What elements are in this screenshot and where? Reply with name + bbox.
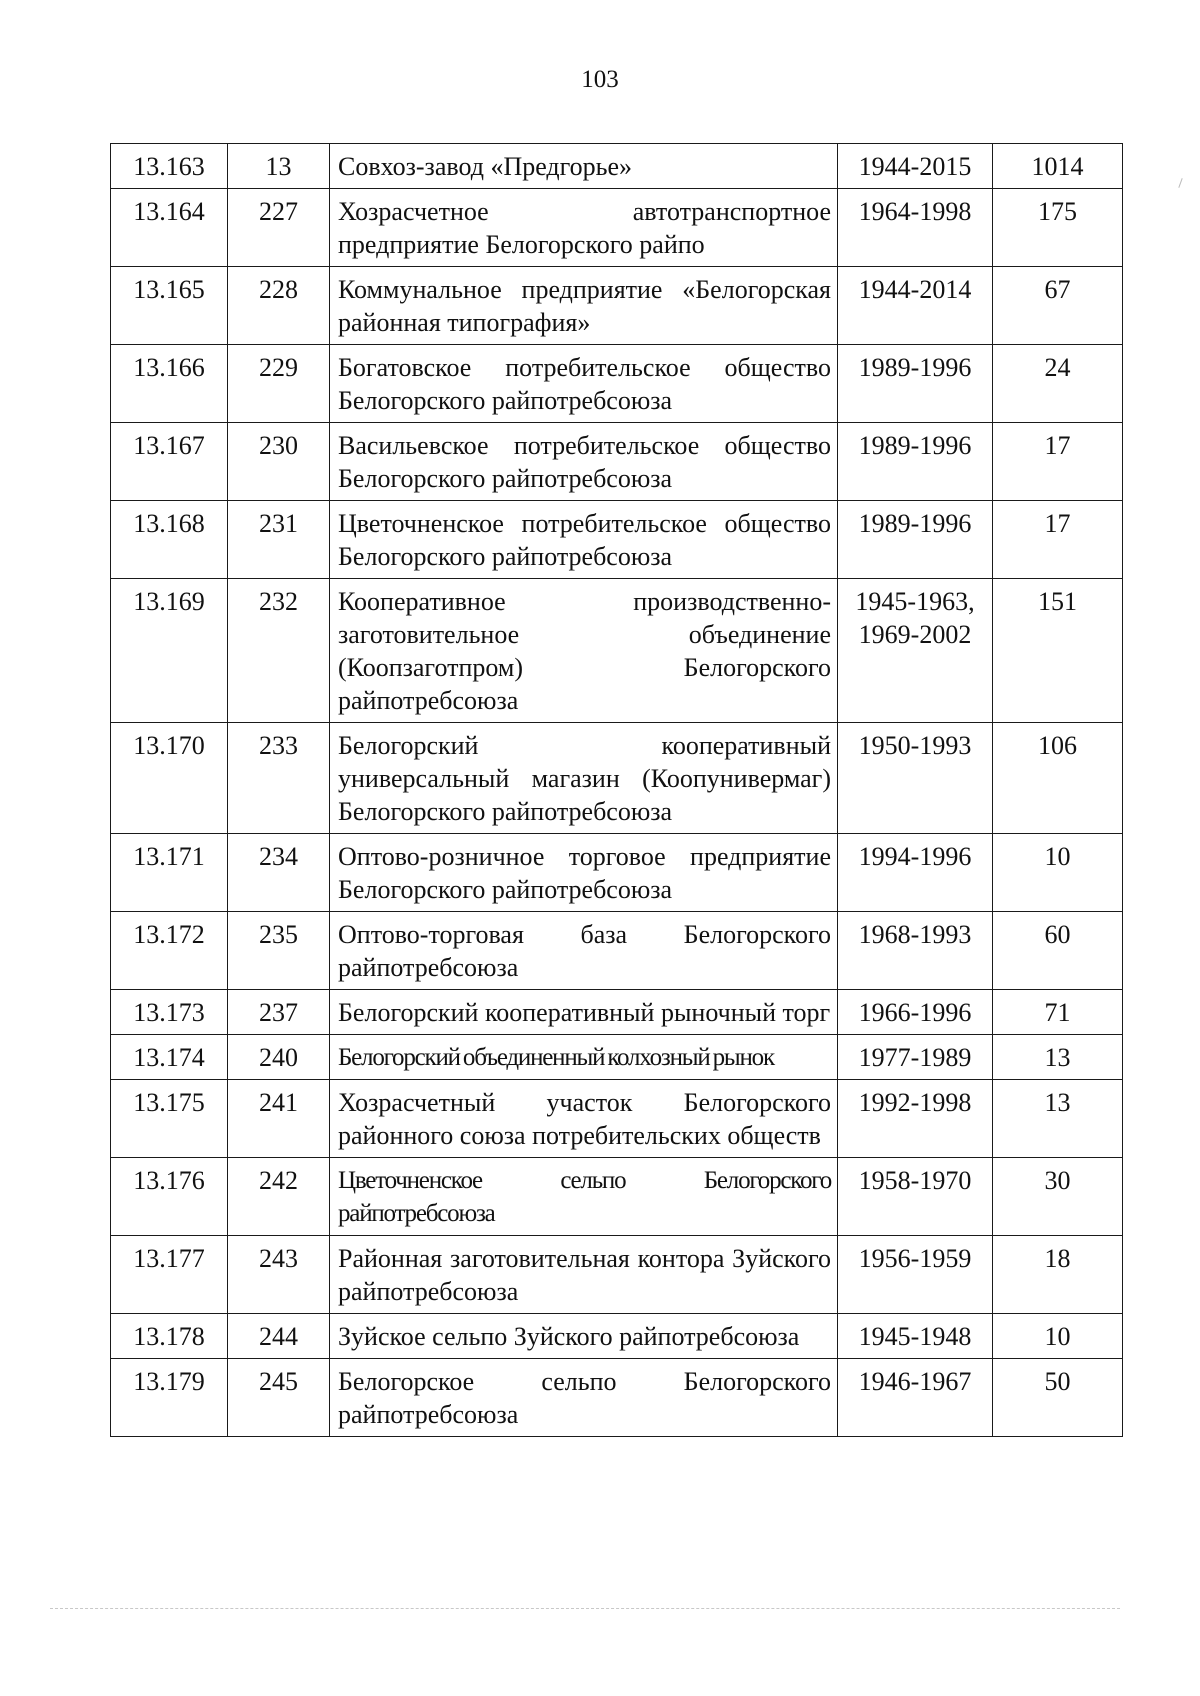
- fund-name-cell: Хозрасчетный участок Белогорского районного союза потребительских обществ: [330, 1080, 838, 1158]
- years-cell: 1977-1989: [838, 1035, 993, 1080]
- fund-name-cell: Белогорский кооперативный рыночный торг: [330, 990, 838, 1035]
- row-number-cell: 13.173: [111, 990, 228, 1035]
- row-number-cell: 13.179: [111, 1359, 228, 1437]
- units-count-cell: 10: [993, 1314, 1123, 1359]
- fund-number-cell: 13: [228, 144, 330, 189]
- years-cell: 1989-1996: [838, 501, 993, 579]
- page-number: 103: [581, 66, 619, 93]
- row-number-cell: 13.164: [111, 189, 228, 267]
- years-cell: 1966-1996: [838, 990, 993, 1035]
- fund-name-cell: Васильевское потребительское общество Белогорского райпотребсоюза: [330, 423, 838, 501]
- units-count-cell: 13: [993, 1035, 1123, 1080]
- fund-name-cell: Белогорское сельпо Белогорского райпотребсоюза: [330, 1359, 838, 1437]
- table-row: [111, 1080, 1123, 1158]
- units-count-cell: 18: [993, 1236, 1123, 1314]
- row-number-cell: 13.171: [111, 834, 228, 912]
- row-number-cell: 13.177: [111, 1236, 228, 1314]
- fund-name-cell: Коммунальное предприятие «Белогорская районная типография»: [330, 267, 838, 345]
- table-row: [111, 912, 1123, 990]
- table-row: [111, 1314, 1123, 1359]
- fund-number-cell: 231: [228, 501, 330, 579]
- fund-number-cell: 235: [228, 912, 330, 990]
- row-number-cell: 13.178: [111, 1314, 228, 1359]
- fund-number-cell: 237: [228, 990, 330, 1035]
- fund-name-cell: Зуйское сельпо Зуйского райпотребсоюза: [330, 1314, 838, 1359]
- table-row: [111, 1359, 1123, 1437]
- fund-number-cell: 245: [228, 1359, 330, 1437]
- units-count-cell: 60: [993, 912, 1123, 990]
- fund-number-cell: 244: [228, 1314, 330, 1359]
- fund-name-cell: Богатовское потребительское общество Белогорского райпотребсоюза: [330, 345, 838, 423]
- row-number-cell: 13.174: [111, 1035, 228, 1080]
- fund-name-cell: Оптово-розничное торговое предприятие Белогорского райпотребсоюза: [330, 834, 838, 912]
- units-count-cell: 17: [993, 423, 1123, 501]
- units-count-cell: 175: [993, 189, 1123, 267]
- fund-number-cell: 232: [228, 579, 330, 723]
- table-row: [111, 267, 1123, 345]
- fund-number-cell: 243: [228, 1236, 330, 1314]
- fund-name-cell: Совхоз-завод «Предгорье»: [330, 144, 838, 189]
- units-count-cell: 71: [993, 990, 1123, 1035]
- years-cell: 1945-1963, 1969-2002: [838, 579, 993, 723]
- years-cell: 1964-1998: [838, 189, 993, 267]
- fund-number-cell: 240: [228, 1035, 330, 1080]
- units-count-cell: 151: [993, 579, 1123, 723]
- years-cell: 1945-1948: [838, 1314, 993, 1359]
- units-count-cell: 1014: [993, 144, 1123, 189]
- units-count-cell: 13: [993, 1080, 1123, 1158]
- years-cell: 1989-1996: [838, 345, 993, 423]
- row-number-cell: 13.176: [111, 1158, 228, 1236]
- units-count-cell: 17: [993, 501, 1123, 579]
- years-cell: 1944-2014: [838, 267, 993, 345]
- fund-number-cell: 241: [228, 1080, 330, 1158]
- years-cell: 1958-1970: [838, 1158, 993, 1236]
- row-number-cell: 13.166: [111, 345, 228, 423]
- fund-name-cell: Белогорский объединенный колхозный рынок: [330, 1035, 838, 1080]
- row-number-cell: 13.170: [111, 723, 228, 834]
- table-row: [111, 501, 1123, 579]
- fund-number-cell: 234: [228, 834, 330, 912]
- fund-number-cell: 229: [228, 345, 330, 423]
- row-number-cell: 13.167: [111, 423, 228, 501]
- years-cell: 1944-2015: [838, 144, 993, 189]
- table-row: [111, 579, 1123, 723]
- fund-number-cell: 230: [228, 423, 330, 501]
- table-row: [111, 723, 1123, 834]
- years-cell: 1992-1998: [838, 1080, 993, 1158]
- fund-name-cell: Районная заготовительная контора Зуйского райпотребсоюза: [330, 1236, 838, 1314]
- years-cell: 1946-1967: [838, 1359, 993, 1437]
- units-count-cell: 67: [993, 267, 1123, 345]
- row-number-cell: 13.163: [111, 144, 228, 189]
- fund-name-cell: Кооперативное производственно-заготовительное объединение (Коопзаготпром) Белогорского райпотребсоюза: [330, 579, 838, 723]
- scan-artifact-mark: [1178, 178, 1182, 188]
- years-cell: 1956-1959: [838, 1236, 993, 1314]
- row-number-cell: 13.169: [111, 579, 228, 723]
- table-row: [111, 1236, 1123, 1314]
- table-row: [111, 834, 1123, 912]
- fund-number-cell: 228: [228, 267, 330, 345]
- units-count-cell: 10: [993, 834, 1123, 912]
- years-cell: 1968-1993: [838, 912, 993, 990]
- table-row: [111, 189, 1123, 267]
- fund-register-table: [110, 143, 1123, 1437]
- fund-number-cell: 227: [228, 189, 330, 267]
- row-number-cell: 13.175: [111, 1080, 228, 1158]
- row-number-cell: 13.168: [111, 501, 228, 579]
- fund-name-cell: Цветочненское потребительское общество Белогорского райпотребсоюза: [330, 501, 838, 579]
- fund-name-cell: Оптово-торговая база Белогорского райпотребсоюза: [330, 912, 838, 990]
- fund-name-cell: Белогорский кооперативный универсальный магазин (Коопунивермаг) Белогорского райпотребсоюза: [330, 723, 838, 834]
- fund-name-cell: Цветочненское сельпо Белогорского райпотребсоюза: [330, 1158, 838, 1236]
- table-row: [111, 345, 1123, 423]
- years-cell: 1989-1996: [838, 423, 993, 501]
- scan-artifact-line: [50, 1608, 1120, 1609]
- fund-number-cell: 242: [228, 1158, 330, 1236]
- row-number-cell: 13.172: [111, 912, 228, 990]
- units-count-cell: 30: [993, 1158, 1123, 1236]
- row-number-cell: 13.165: [111, 267, 228, 345]
- years-cell: 1950-1993: [838, 723, 993, 834]
- table-row: [111, 1158, 1123, 1236]
- years-cell: 1994-1996: [838, 834, 993, 912]
- units-count-cell: 50: [993, 1359, 1123, 1437]
- fund-name-cell: Хозрасчетное автотранспортное предприятие Белогорского райпо: [330, 189, 838, 267]
- table-row: [111, 423, 1123, 501]
- table-row: [111, 1035, 1123, 1080]
- table-row: [111, 990, 1123, 1035]
- fund-number-cell: 233: [228, 723, 330, 834]
- table-row: [111, 144, 1123, 189]
- units-count-cell: 24: [993, 345, 1123, 423]
- units-count-cell: 106: [993, 723, 1123, 834]
